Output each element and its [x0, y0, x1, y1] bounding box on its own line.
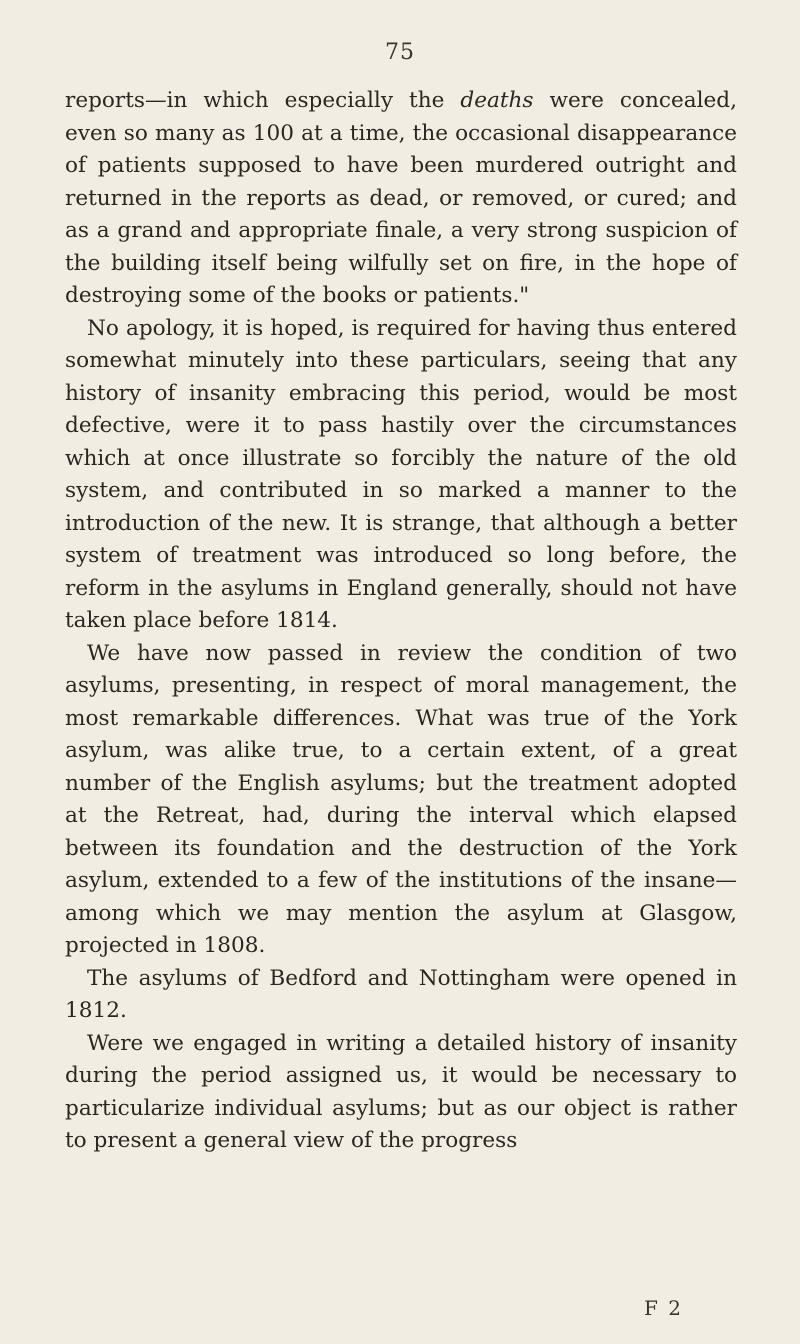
paragraph-5: Were we engaged in writing a detailed history of insanity during the period assigned us, it would be necessary to particularize individual asylums; but as our object is rather to present a general view of the progress: [65, 1030, 737, 1153]
signature-mark: F 2: [644, 1296, 683, 1320]
paragraph-3: We have now passed in review the condition of two asylums, presenting, in respect of moral management, the most remarkable differences. What was true of the York asylum, was alike true, to a certain extent, of a great number of the English asylums; but the treatment adopted at the Retreat, had, during the interval which elapsed between its foundation and the destruction of the York asylum, extended to a few of the institutions of the insane—among which we may mention the asylum at Glasgow, projected in 1808.: [65, 640, 737, 958]
paragraph-1-emphasis: deaths: [460, 88, 534, 113]
paragraph-4: The asylums of Bedford and Nottingham were opened in 1812.: [65, 965, 737, 1023]
paragraph-1-start: reports—in which especially the: [65, 88, 461, 113]
paragraph-2: No apology, it is hoped, is required for having thus entered somewhat minutely into these particulars, seeing that any history of insanity embracing this period, would be most defective, were it to pass hastily over the circumstances which at once illustrate so forcibly the nature of the old system, and contributed in so marked a manner to the introduction of the new. It is strange, that although a better system of treatment was introduced so long before, the reform in the asylums in England generally, should not have taken place before 1814.: [65, 315, 737, 633]
paragraph-1-end: were concealed, even so many as 100 at a time, the occasional disappearance of patients supposed to have been murdered outright and returned in the reports as dead, or removed, or cured; and as a grand and appropriate finale, a very strong suspicion of the building itself being wilfully set on fire, in the hope of destroying some of the books or patients.": [65, 88, 737, 308]
page-number: 75: [385, 40, 415, 65]
body-text: [65, 85, 737, 1158]
paragraph-1: [65, 85, 737, 313]
